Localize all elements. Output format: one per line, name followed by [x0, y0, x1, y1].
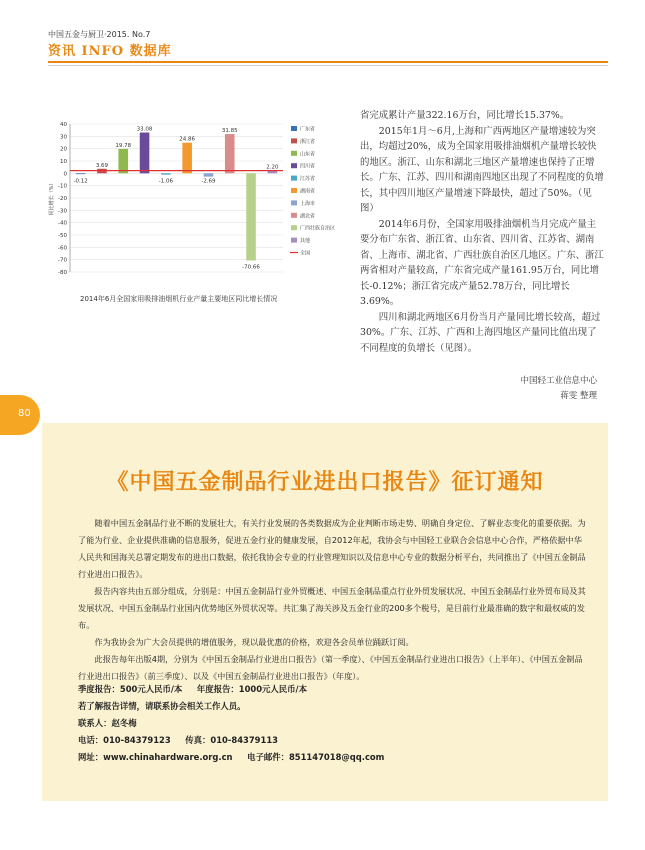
bar-data-label: 3.69 [95, 162, 109, 169]
chart-caption: 2014年6月全国家用吸排油烟机行业产量主要地区同比增长情况 [80, 295, 278, 303]
header-rule-thin [48, 65, 608, 66]
y-tick-label: 10 [60, 159, 67, 165]
article-paragraph: 2014年6月份，全国家用吸排油烟机当月完成产量主要分布广东省、浙江省、山东省、四川省、江苏省、湖南省、上海市、湖北省、广西壮族自治区几地区。广东、浙江两省相对产量较高，广东省完成产量161.95万台，同比增长-0.12%；浙江省完成产量52.78万台，同比增长3.69%。 [360, 218, 604, 307]
bar-data-label: -2.69 [201, 178, 216, 185]
phone-fax: 电话：010-84379123 传真：010-84379113 [78, 735, 278, 745]
contact-info [78, 681, 384, 766]
y-tick-label: 30 [60, 134, 67, 141]
bar-data-label: 33.08 [136, 126, 153, 133]
source-organization: 中国轻工业信息中心 [520, 376, 597, 386]
article-paragraph: 四川和湖北两地区6月份当月产量同比增长较高，超过30%。广东、江苏、广西和上海四地区产量同比值出现了不同程度的负增长（见图）。 [360, 311, 601, 354]
bar [204, 173, 214, 176]
legend-swatch [291, 151, 297, 156]
y-tick-label: -60 [58, 245, 67, 252]
bar [76, 173, 86, 174]
legend-swatch [291, 225, 297, 230]
editor-credit: 蒋雯 整理 [560, 391, 597, 401]
bar [182, 143, 192, 174]
y-tick-label: -30 [58, 208, 67, 215]
legend-label: 浙江省 [300, 138, 316, 145]
chart-legend [290, 126, 335, 257]
legend-label: 江苏省 [300, 176, 316, 183]
y-tick-label: 0 [63, 171, 67, 178]
bar [118, 149, 128, 173]
bar-chart [48, 112, 348, 312]
chart-axis [48, 122, 70, 276]
bar-data-label: 24.86 [179, 136, 196, 143]
legend-label: 山东省 [300, 151, 316, 158]
bar [246, 173, 256, 260]
bar-data-label: 2.20 [266, 164, 279, 171]
legend-swatch [291, 126, 297, 131]
article-paragraph: 省完成累计产量322.16万台，同比增长15.37%。 [360, 110, 570, 121]
more-info-line: 若了解报告详情，请联系协会相关工作人员。 [78, 701, 246, 711]
legend-swatch [291, 238, 297, 243]
y-tick-label: -80 [58, 270, 67, 276]
notice-paragraph: 作为我协会为广大会员提供的增值服务，现以最优惠的价格，欢迎各会员单位踊跃订阅。 [94, 637, 414, 647]
subscription-notice [42, 423, 608, 801]
legend-swatch [291, 176, 297, 181]
legend-label: 湖南省 [300, 188, 316, 195]
website-email[interactable]: 网址：www.chinahardware.org.cn 电子邮件：851147018@qq.com [78, 752, 385, 762]
legend-swatch [291, 163, 297, 168]
bar-data-label: -1.06 [158, 178, 173, 185]
page-number: 80 [18, 408, 31, 419]
y-tick-label: -20 [58, 196, 67, 202]
legend-swatch [291, 188, 297, 193]
notice-body [78, 515, 588, 685]
bar-data-label: -70.66 [242, 264, 260, 271]
legend-label: 广西壮族自治区 [300, 225, 336, 232]
bar [225, 134, 235, 173]
bar [140, 133, 150, 174]
y-tick-label: -40 [58, 220, 67, 227]
y-tick-label: 40 [60, 122, 67, 128]
contact-person: 联系人：赵冬梅 [78, 718, 137, 728]
chart-svg [48, 112, 348, 292]
y-tick-label: -50 [58, 233, 67, 239]
section-title: 资讯 INFO 数据库 [48, 44, 172, 59]
legend-swatch [291, 213, 297, 218]
y-tick-label: -70 [58, 257, 67, 264]
notice-paragraph: 报告内容共由五部分组成，分别是：中国五金制品行业外贸概述、中国五金制品重点行业外贸发展状况、中国五金制品行业外贸布局及其发展状况、中国五金制品行业国内优势地区外贸状况等。共汇集了海关涉及五金行业的200多个税号，是目前行业最准确的数字和最权威的发布。 [78, 586, 586, 630]
legend-swatch [291, 138, 297, 143]
article-body [360, 108, 604, 356]
legend-swatch [291, 200, 297, 205]
chart-bars [70, 133, 283, 261]
legend-label: 全国 [300, 250, 311, 257]
bar [161, 173, 171, 174]
journal-issue: 中国五金与厨卫·2015. No.7 [48, 30, 151, 39]
legend-label: 湖北省 [300, 213, 316, 220]
notice-paragraph: 此报告每年出版4期，分别为《中国五金制品行业进出口报告》（第一季度）、《中国五金制品行业进出口报告》（上半年）、《中国五金制品行业进出口报告》（前三季度）、以及《中国五金制品行业进出口报告》（年度）。 [78, 654, 583, 681]
notice-title: 《中国五金制品行业进出口报告》征订通知 [106, 470, 544, 495]
notice-paragraph: 随着中国五金制品行业不断的发展壮大，有关行业发展的各类数据成为企业判断市场走势、明确自身定位、了解业态变化的重要依据。为了能为行业、企业提供准确的信息服务，促进五金行业的健康发展，自2012年起，我协会与中国轻工业联合会信息中心合作，严格依据中华人民共和国海关总署定期发布的进出口数据，依托我协会专业的行业管理知识以及信息中心专业的数据分析平台，共同推出了《中国五金制品行业进出口报告》。 [78, 518, 586, 579]
header-rule [48, 61, 608, 63]
bar-data-label: -0.12 [73, 178, 88, 185]
y-axis-label: 同比增长（%） [49, 180, 55, 216]
y-tick-label: 20 [60, 146, 67, 153]
bar-data-label: 19.78 [115, 142, 132, 149]
bar-data-label: 31.85 [221, 128, 238, 135]
price-line: 季度报告：500元人民币/本 年度报告：1000元人民币/本 [78, 684, 307, 694]
legend-label: 其他 [300, 238, 311, 245]
legend-label: 广东省 [300, 126, 316, 133]
article-paragraph: 2015年1月～6月,上海和广西两地区产量增速较为突出，均超过20%，成为全国家用吸排油烟机产量增长较快的地区。浙江、山东和湖北三地区产量增速也保持了正增长。广东、江苏、四川和湖南四地区出现了不同程度的负增长，其中四川地区产量增速下降最快，超过了50%。（见图） [360, 125, 604, 214]
legend-label: 上海市 [300, 200, 316, 207]
legend-label: 四川省 [300, 163, 316, 170]
y-tick-label: -10 [58, 183, 67, 190]
